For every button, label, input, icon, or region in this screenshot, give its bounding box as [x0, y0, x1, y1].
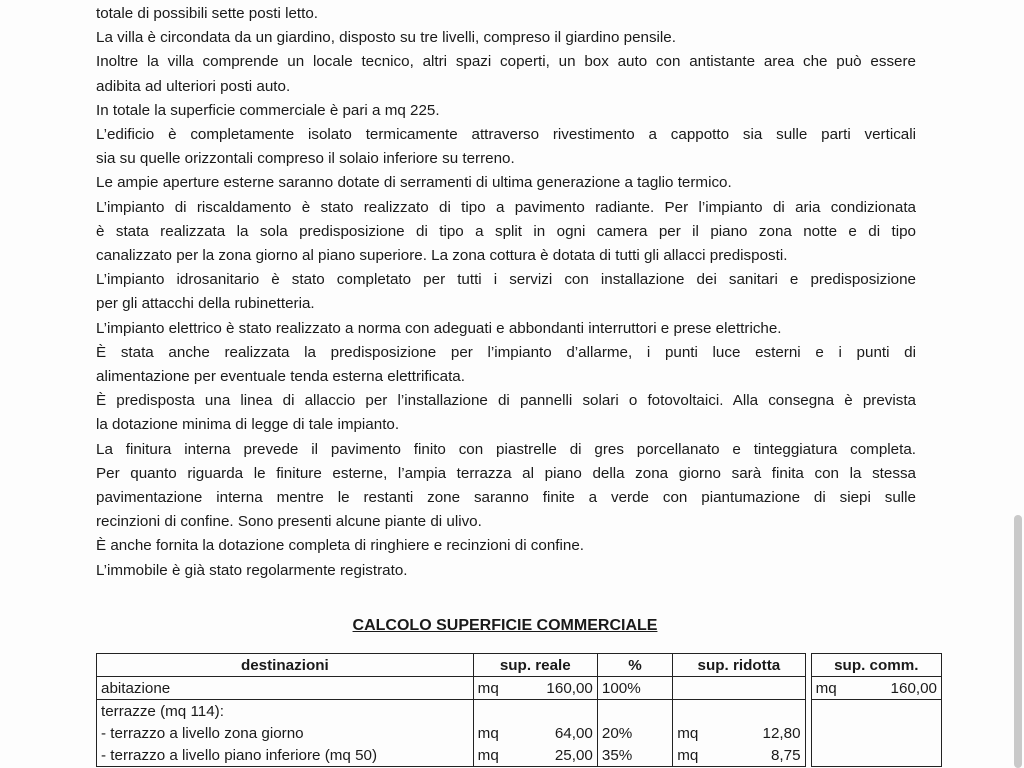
text-line: Inoltre la villa comprende un locale tecnico, altri spazi coperti, un box auto con antistante area che può essere [96, 53, 916, 71]
cell-sup-ridotta [673, 700, 805, 723]
text-line: canalizzato per la zona giorno al piano superiore. La zona cottura è dotata di tutti gli allacci predisposti. [96, 247, 788, 265]
table-row [97, 700, 942, 723]
header-sup-ridotta: sup. ridotta [673, 654, 805, 677]
text-line: recinzioni di confine. Sono presenti alcune piante di ulivo. [96, 513, 482, 531]
cell-sup-ridotta [673, 722, 805, 744]
text-line: pavimentazione interna mentre le restanti zone saranno finite a verde con piantumazione di siepi sulle [96, 489, 916, 507]
header-sup-comm: sup. comm. [811, 654, 941, 677]
unit: mq [477, 724, 499, 742]
cell-sup-ridotta [673, 677, 805, 700]
row-label: - terrazzo a livello piano inferiore (mq 50) [97, 744, 474, 767]
commercial-surface-table [96, 653, 942, 767]
text-line: L’impianto elettrico è stato realizzato a norma con adeguati e abbondanti interruttori e prese elettriche. [96, 319, 782, 337]
row-label: - terrazzo a livello zona giorno [97, 722, 474, 744]
text-line: L’immobile è già stato regolarmente registrato. [96, 561, 408, 579]
text-line: la dotazione minima di legge di tale impianto. [96, 416, 400, 434]
table-row [97, 744, 942, 767]
header-sup-reale: sup. reale [473, 654, 597, 677]
text-line: La finitura interna prevede il pavimento finito con piastrelle di gres porcellanato e tinteggiatura completa. [96, 440, 916, 458]
cell-percent: 100% [597, 677, 672, 700]
text-line: È stata anche realizzata la predisposizione per l’impianto d’allarme, i punti luce esterni e i punti di [96, 343, 916, 361]
cell-sup-reale [473, 677, 597, 700]
cell-sup-comm [811, 700, 941, 723]
table-header-row [97, 654, 942, 677]
table-row [97, 677, 942, 700]
unit: mq [477, 679, 499, 697]
text-line: È predisposta una linea di allaccio per l’installazione di pannelli solari o fotovoltaici. Alla consegna è prevista [96, 392, 916, 410]
text-line: Le ampie aperture esterne saranno dotate di serramenti di ultima generazione a taglio termico. [96, 174, 732, 192]
value: 25,00 [554, 746, 593, 764]
value: 8,75 [770, 746, 801, 764]
cell-sup-comm [811, 744, 941, 767]
text-line: totale di possibili sette posti letto. [96, 5, 319, 22]
text-line: sia su quelle orizzontali compreso il solaio inferiore su terreno. [96, 150, 515, 168]
unit: mq [677, 724, 699, 742]
value: 160,00 [546, 679, 593, 697]
cell-sup-reale [473, 700, 597, 723]
text-line: alimentazione per eventuale tenda esterna elettrificata. [96, 368, 465, 386]
table-row [97, 722, 942, 744]
unit: mq [477, 746, 499, 764]
cell-percent [597, 700, 672, 723]
text-line: In totale la superficie commerciale è pari a mq 225. [96, 101, 440, 119]
row-label: abitazione [97, 677, 474, 700]
cell-sup-comm [811, 722, 941, 744]
text-line: L’edificio è completamente isolato termicamente attraverso rivestimento a cappotto sia sulle parti verticali [96, 126, 916, 144]
row-label: terrazze (mq 114): [97, 700, 474, 723]
vertical-scrollbar[interactable] [1014, 515, 1022, 768]
value: 64,00 [554, 724, 593, 742]
cell-sup-reale [473, 722, 597, 744]
value: 160,00 [890, 679, 937, 697]
unit: mq [677, 746, 699, 764]
unit: mq [815, 679, 837, 697]
text-line: È anche fornita la dotazione completa di ringhiere e recinzioni di confine. [96, 537, 584, 555]
text-line: L’impianto di riscaldamento è stato realizzato di tipo a pavimento radiante. Per l’impianto di aria condizionata [96, 198, 916, 216]
text-line: adibita ad ulteriori posti auto. [96, 77, 291, 95]
cell-percent: 35% [597, 744, 672, 767]
text-line: è stata realizzata la sola predisposizione di tipo a split in ogni camera per il piano zona notte e di tipo [96, 222, 916, 240]
text-line: per gli attacchi della rubinetteria. [96, 295, 315, 313]
header-destinazioni: destinazioni [97, 654, 474, 677]
cell-sup-reale [473, 744, 597, 767]
table-title: CALCOLO SUPERFICIE COMMERCIALE [352, 617, 658, 634]
cell-percent: 20% [597, 722, 672, 744]
text-line: Per quanto riguarda le finiture esterne, l’ampia terrazza al piano della zona giorno sarà finita con la stessa [96, 464, 916, 482]
cell-sup-ridotta [673, 744, 805, 767]
text-line: L’impianto idrosanitario è stato completato per tutti i servizi con installazione dei sanitari e predisposizione [96, 271, 916, 289]
document-body [96, 2, 916, 583]
header-percent: % [597, 654, 672, 677]
value: 12,80 [762, 724, 801, 742]
cell-sup-comm [811, 677, 941, 700]
text-line: La villa è circondata da un giardino, disposto su tre livelli, compreso il giardino pensile. [96, 29, 676, 47]
